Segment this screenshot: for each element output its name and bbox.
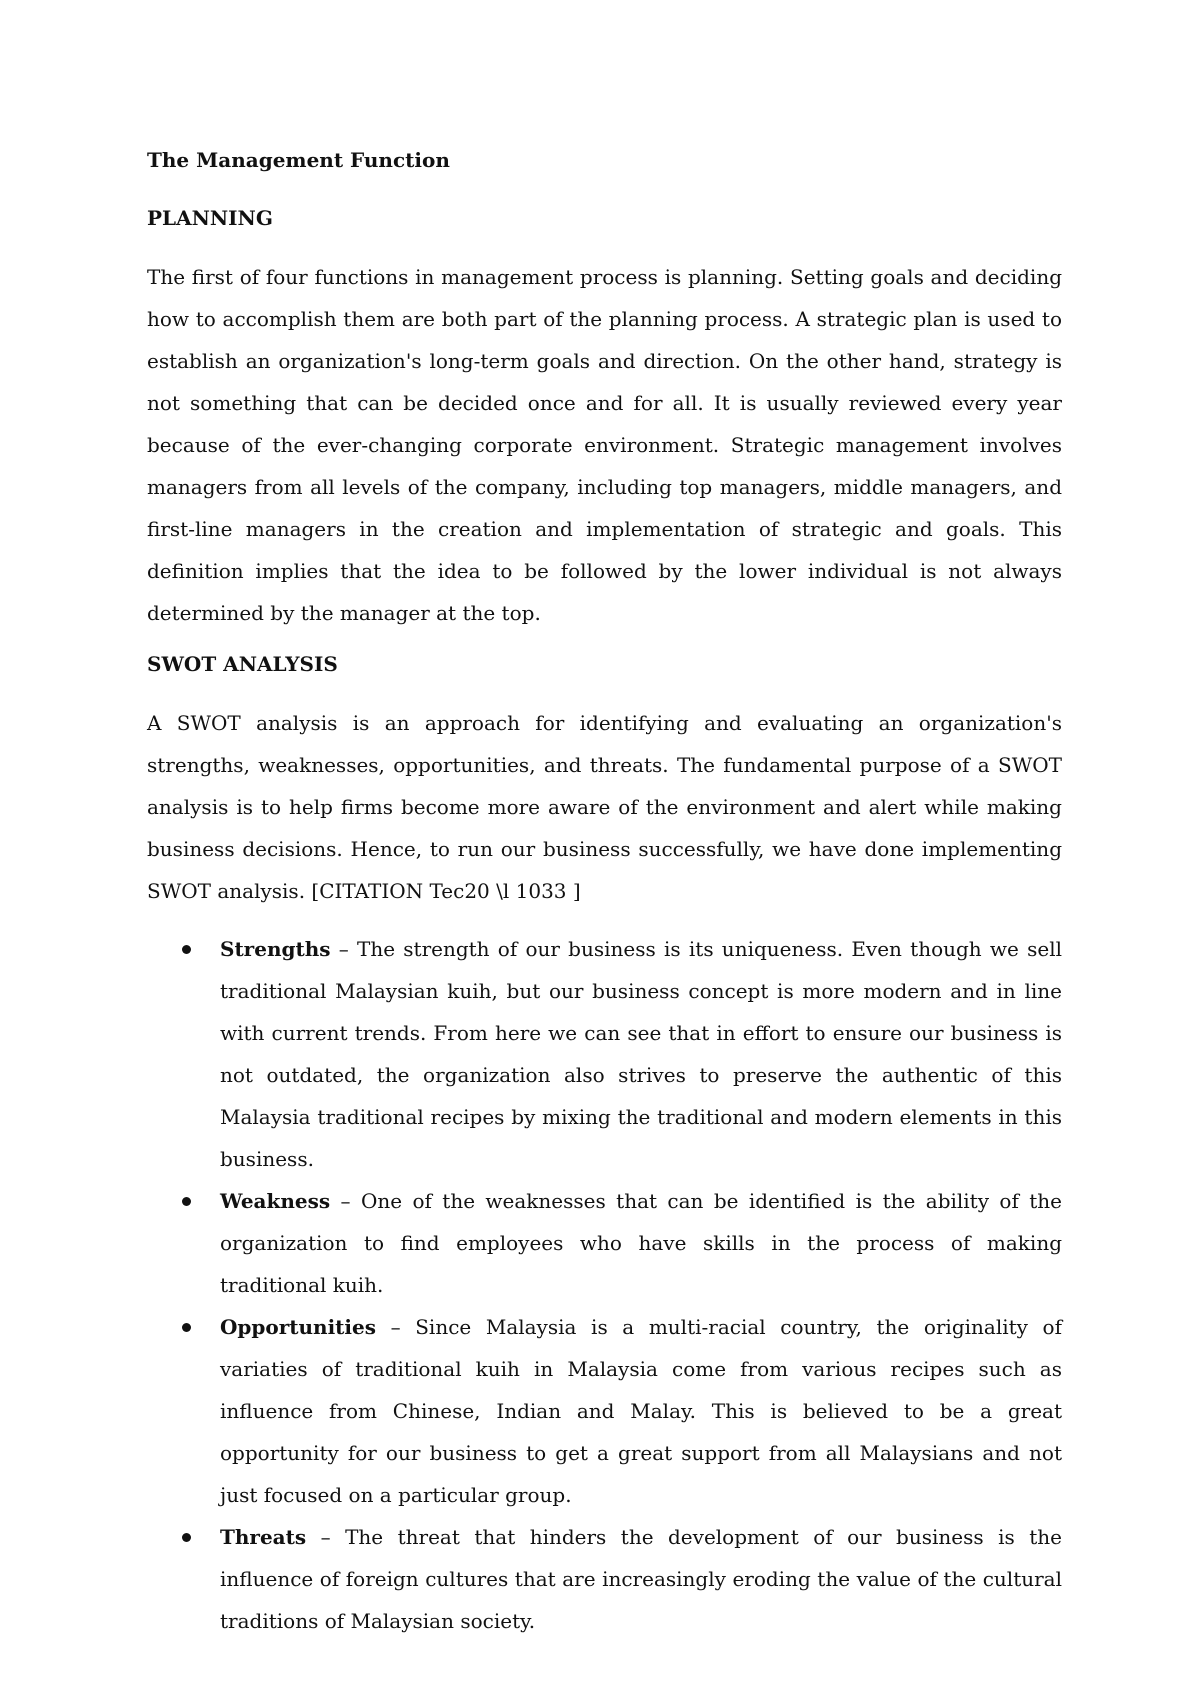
swot-heading: SWOT ANALYSIS <box>147 652 338 676</box>
swot-item-text: – One of the weaknesses that can be identified is the ability of the organization to find employees who have skills in the process of making traditional kuih. <box>220 1189 1062 1297</box>
swot-item-opportunities <box>147 1306 1062 1516</box>
swot-item-text: – The threat that hinders the development of our business is the influence of foreign cultures that are increasingly eroding the value of the cultural traditions of Malaysian society. <box>220 1525 1062 1633</box>
planning-heading: PLANNING <box>147 206 273 230</box>
bullet-icon <box>182 1197 191 1206</box>
bullet-icon <box>182 945 191 954</box>
swot-list <box>147 928 1062 1642</box>
swot-item-text: – Since Malaysia is a multi-racial country, the originality of variaties of traditional kuih in Malaysia come from various recipes such as influence from Chinese, Indian and Malay. This is believed to be a great opportunity for our business to get a great support from all Malaysians and not just focused on a particular group. <box>220 1315 1062 1507</box>
swot-item-label: Strengths <box>220 937 331 961</box>
document-page <box>147 142 1062 1642</box>
swot-paragraph: A SWOT analysis is an approach for identifying and evaluating an organization's strengths, weaknesses, opportunities, and threats. The fundamental purpose of a SWOT analysis is to help firms become more aware of the environment and alert while making business decisions. Hence, to run our business successfully, we have done implementing SWOT analysis. [CITATION Tec20 \l 1033 ] <box>147 711 1062 903</box>
swot-item-strengths <box>147 928 1062 1180</box>
bullet-icon <box>182 1323 191 1332</box>
swot-item-text: – The strength of our business is its uniqueness. Even though we sell traditional Malaysian kuih, but our business concept is more modern and in line with current trends. From here we can see that in effort to ensure our business is not outdated, the organization also strives to preserve the authentic of this Malaysia traditional recipes by mixing the traditional and modern elements in this business. <box>220 937 1062 1171</box>
swot-item-threats <box>147 1516 1062 1642</box>
swot-item-label: Threats <box>220 1525 307 1549</box>
document-title: The Management Function <box>147 148 450 172</box>
bullet-icon <box>182 1533 191 1542</box>
swot-item-weakness <box>147 1180 1062 1306</box>
swot-item-label: Opportunities <box>220 1315 377 1339</box>
planning-paragraph: The first of four functions in management process is planning. Setting goals and deciding how to accomplish them are both part of the planning process. A strategic plan is used to establish an organization's long-term goals and direction. On the other hand, strategy is not something that can be decided once and for all. It is usually reviewed every year because of the ever-changing corporate environment. Strategic management involves managers from all levels of the company, including top managers, middle managers, and first-line managers in the creation and implementation of strategic and goals. This definition implies that the idea to be followed by the lower individual is not always determined by the manager at the top. <box>147 265 1062 625</box>
swot-item-label: Weakness <box>220 1189 331 1213</box>
